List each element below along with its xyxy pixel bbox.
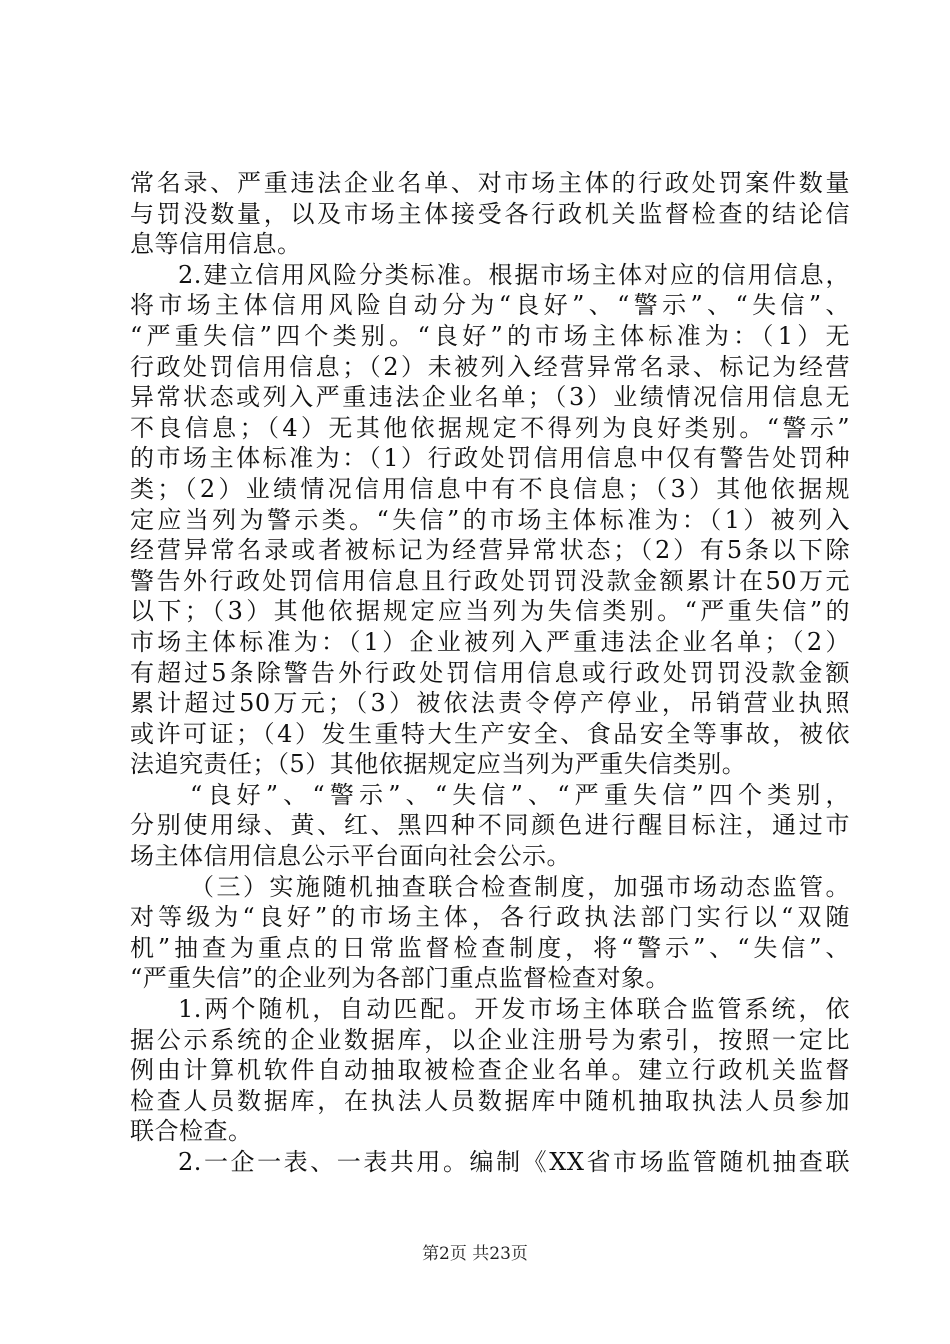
text-line: 以下；（3）其他依据规定应当列为失信类别。“严重失信”的 xyxy=(130,597,850,626)
text-line: 类；（2）业绩情况信用信息中有不良信息；（3）其他依据规 xyxy=(130,474,850,503)
text-line: 例由计算机软件自动抽取被检查企业名单。建立行政机关监督 xyxy=(130,1056,850,1085)
text-line: 对等级为“良好”的市场主体，各行政执法部门实行以“双随 xyxy=(130,903,850,932)
text-line: “严重失信”四个类别。“良好”的市场主体标准为：（1）无 xyxy=(130,321,850,350)
text-line: 将市场主体信用风险自动分为“良好”、“警示”、“失信”、 xyxy=(130,291,850,320)
text-line: 异常状态或列入严重违法企业名单；（3）业绩情况信用信息无 xyxy=(130,383,850,412)
text-line: 市场主体标准为：（1）企业被列入严重违法企业名单；（2） xyxy=(130,627,850,656)
text-line: （三）实施随机抽查联合检查制度，加强市场动态监管。 xyxy=(190,872,850,901)
text-line: “严重失信”的企业列为各部门重点监督检查对象。 xyxy=(130,964,671,993)
text-line: 2.建立信用风险分类标准。根据市场主体对应的信用信息， xyxy=(178,260,850,289)
text-line: 联合检查。 xyxy=(130,1117,253,1146)
text-line: 累计超过50万元；（3）被依法责令停产停业，吊销营业执照 xyxy=(130,689,850,718)
text-line: 经营异常名录或者被标记为经营异常状态；（2）有5条以下除 xyxy=(130,536,850,565)
text-line: 检查人员数据库，在执法人员数据库中随机抽取执法人员参加 xyxy=(130,1086,850,1115)
text-line: 与罚没数量，以及市场主体接受各行政机关监督检查的结论信 xyxy=(130,199,850,228)
text-line: 或许可证；（4）发生重特大生产安全、食品安全等事故，被依 xyxy=(130,719,850,748)
text-line: 据公示系统的企业数据库，以企业注册号为索引，按照一定比 xyxy=(130,1025,850,1054)
text-line: 定应当列为警示类。“失信”的市场主体标准为：（1）被列入 xyxy=(130,505,850,534)
text-line: 息等信用信息。 xyxy=(130,230,302,259)
document-body xyxy=(130,168,850,1178)
text-line: 不良信息；（4）无其他依据规定不得列为良好类别。“警示” xyxy=(130,413,850,442)
page-footer: 第2页 共23页 xyxy=(422,1244,528,1264)
text-line: 1.两个随机，自动匹配。开发市场主体联合监管系统，依 xyxy=(178,995,850,1024)
text-line: 法追究责任；（5）其他依据规定应当列为严重失信类别。 xyxy=(130,750,747,779)
text-line: 场主体信用信息公示平台面向社会公示。 xyxy=(130,842,571,871)
text-line: 行政处罚信用信息；（2）未被列入经营异常名录、标记为经营 xyxy=(130,352,850,381)
text-line: 2.一企一表、一表共用。编制《XX省市场监管随机抽查联 xyxy=(178,1148,850,1176)
text-line: 机”抽查为重点的日常监督检查制度，将“警示”、“失信”、 xyxy=(130,933,850,962)
text-line: 常名录、严重违法企业名单、对市场主体的行政处罚案件数量 xyxy=(130,169,850,197)
text-line: 分别使用绿、黄、红、黑四种不同颜色进行醒目标注，通过市 xyxy=(130,811,850,840)
text-line: “良好”、“警示”、“失信”、“严重失信”四个类别， xyxy=(190,780,850,809)
text-line: 的市场主体标准为：（1）行政处罚信用信息中仅有警告处罚种 xyxy=(130,444,850,473)
text-line: 警告外行政处罚信用信息且行政处罚罚没款金额累计在50万元 xyxy=(130,566,850,595)
text-line: 有超过5条除警告外行政处罚信用信息或行政处罚罚没款金额 xyxy=(130,658,850,687)
